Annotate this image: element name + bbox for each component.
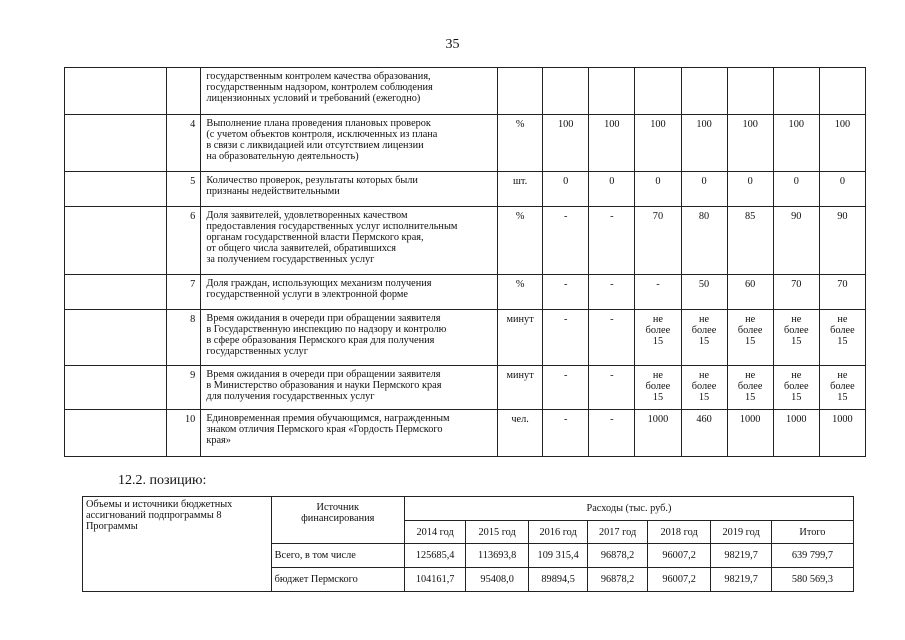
row-number: 10 (167, 410, 201, 457)
blank-cell (65, 115, 167, 172)
value-cell (773, 172, 819, 207)
indicator-description (201, 115, 498, 172)
value-line: - (610, 414, 614, 425)
budget-value: 109 315,4 (528, 544, 587, 568)
value-line: не (745, 370, 756, 381)
value-line: 60 (745, 279, 756, 290)
description-line: на образовательную деятельность) (206, 151, 359, 162)
year-header: Итого (771, 521, 853, 544)
value-cell (681, 207, 727, 275)
value-line: 70 (652, 211, 664, 222)
value-line: 0 (563, 176, 569, 187)
value-cell (681, 310, 727, 366)
value-line: 0 (655, 176, 661, 187)
value-line: более (691, 381, 717, 392)
budget-value: 639 799,7 (771, 544, 853, 568)
value-line: 15 (698, 392, 710, 403)
expenses-header: Расходы (тыс. руб.) (404, 497, 853, 521)
year-header: 2017 год (588, 521, 647, 544)
value-line: 15 (698, 336, 710, 347)
section-label: 12.2. позицию: (118, 473, 207, 488)
year-header: 2019 год (711, 521, 771, 544)
value-line: 15 (791, 392, 802, 403)
value-line: не (837, 314, 848, 325)
blank-cell (65, 310, 167, 366)
value-line: 85 (745, 211, 756, 222)
value-cell (819, 410, 865, 457)
value-cell (681, 115, 727, 172)
value-cell (681, 275, 727, 310)
value-line: более (830, 381, 855, 392)
indicator-description (201, 366, 498, 410)
budget-value: 96878,2 (588, 568, 647, 592)
value-line: 0 (839, 176, 845, 187)
value-line: 70 (791, 279, 802, 290)
year-header: 2016 год (528, 521, 587, 544)
value-line: 90 (791, 211, 802, 222)
budget-label-line: Программы (86, 521, 138, 532)
value-line: 1000 (647, 414, 669, 425)
value-cell (635, 172, 681, 207)
unit-cell: % (498, 207, 543, 275)
budget-value: 96007,2 (647, 568, 711, 592)
value-cell (773, 207, 819, 275)
value-line: - (564, 211, 568, 222)
budget-value: 96878,2 (588, 544, 647, 568)
value-cell (773, 366, 819, 410)
value-line: 50 (698, 279, 710, 290)
source-header (271, 497, 404, 544)
value-cell (819, 115, 865, 172)
budget-value: 104161,7 (404, 568, 466, 592)
value-cell (681, 68, 727, 115)
description-line: в сфере образования Пермского края для получения (206, 335, 435, 346)
value-line: 100 (696, 119, 712, 130)
value-cell (773, 410, 819, 457)
value-line: более (737, 381, 763, 392)
description-line: признаны недействительными (206, 186, 340, 197)
value-line: 0 (609, 176, 615, 187)
value-cell (635, 310, 681, 366)
budget-value: 96007,2 (647, 544, 711, 568)
value-cell (635, 275, 681, 310)
unit-cell (498, 68, 543, 115)
value-line: 100 (788, 119, 804, 130)
value-cell (727, 366, 773, 410)
value-cell (635, 68, 681, 115)
value-cell (589, 207, 635, 275)
value-line: 100 (834, 119, 851, 130)
value-line: - (564, 314, 568, 325)
blank-cell (65, 275, 167, 310)
value-cell (819, 68, 865, 115)
value-cell (543, 275, 589, 310)
value-cell (819, 207, 865, 275)
budget-label (83, 497, 272, 592)
value-cell (819, 172, 865, 207)
indicator-description (201, 207, 498, 275)
value-line: 0 (701, 176, 707, 187)
budget-row-label: Всего, в том числе (271, 544, 404, 568)
value-line: 15 (652, 392, 664, 403)
value-line: не (699, 314, 710, 325)
value-line: более (784, 381, 809, 392)
description-line: государственным надзором, контролем соблюдения (206, 82, 433, 93)
indicator-description (201, 275, 498, 310)
value-line: - (610, 211, 614, 222)
value-cell (589, 275, 635, 310)
value-line: - (564, 279, 568, 290)
budget-value: 113693,8 (466, 544, 529, 568)
table-row (65, 310, 866, 366)
value-line: 15 (837, 392, 848, 403)
value-line: 15 (652, 336, 664, 347)
unit-cell: минут (498, 366, 543, 410)
value-line: - (656, 279, 660, 290)
value-cell (681, 410, 727, 457)
row-number: 7 (167, 275, 201, 310)
value-line: 1000 (739, 414, 761, 425)
value-line: более (645, 325, 671, 336)
value-line: 100 (650, 119, 666, 130)
blank-cell (65, 207, 167, 275)
unit-cell: минут (498, 310, 543, 366)
description-line: края» (206, 435, 231, 446)
value-cell (727, 172, 773, 207)
description-line: знаком отличия Пермского края «Гордость Пермского (206, 424, 443, 435)
indicators-table (64, 67, 866, 457)
value-cell (589, 115, 635, 172)
year-header: 2014 год (404, 521, 466, 544)
blank-cell (65, 410, 167, 457)
value-cell (589, 172, 635, 207)
table-row (65, 115, 866, 172)
description-line: Доля граждан, использующих механизм получения (206, 278, 432, 289)
value-cell (543, 410, 589, 457)
value-cell (589, 366, 635, 410)
value-line: 90 (837, 211, 848, 222)
value-line: 15 (791, 336, 802, 347)
source-header-line: финансирования (301, 513, 375, 524)
value-cell (681, 172, 727, 207)
value-cell (635, 366, 681, 410)
budget-row-label: бюджет Пермского (271, 568, 404, 592)
budget-value: 95408,0 (466, 568, 529, 592)
value-line: 0 (793, 176, 799, 187)
row-number (167, 68, 201, 115)
value-line: 15 (745, 392, 756, 403)
value-line: - (564, 414, 568, 425)
value-line: 1000 (785, 414, 807, 425)
value-line: 15 (745, 336, 756, 347)
value-cell (773, 275, 819, 310)
table-row (65, 207, 866, 275)
unit-cell: % (498, 275, 543, 310)
value-cell (727, 410, 773, 457)
value-cell (543, 207, 589, 275)
value-line: не (837, 370, 848, 381)
budget-value: 89894,5 (528, 568, 587, 592)
description-line: органам государственной власти Пермского края, (206, 232, 424, 243)
budget-label-line: ассигнований подпрограммы 8 (86, 510, 222, 521)
table-row (65, 366, 866, 410)
indicator-description (201, 68, 498, 115)
value-line: 80 (698, 211, 710, 222)
value-cell (773, 115, 819, 172)
budget-value: 98219,7 (711, 544, 771, 568)
value-cell (543, 115, 589, 172)
description-line: в Министерство образования и науки Пермского края (206, 380, 442, 391)
description-line: Доля заявителей, удовлетворенных качеством (206, 210, 408, 221)
budget-table (82, 496, 854, 592)
value-cell (727, 207, 773, 275)
row-number: 4 (167, 115, 201, 172)
unit-cell: шт. (498, 172, 543, 207)
value-line: 0 (747, 176, 753, 187)
description-line: Выполнение плана проведения плановых проверок (206, 118, 431, 129)
budget-value: 125685,4 (404, 544, 466, 568)
budget-label-line: Объемы и источники бюджетных (86, 499, 233, 510)
value-line: не (791, 370, 802, 381)
table-row (65, 275, 866, 310)
table-row (65, 68, 866, 115)
description-line: (с учетом объектов контроля, исключенных из плана (206, 129, 438, 140)
value-line: - (610, 370, 614, 381)
page-number: 35 (445, 37, 460, 52)
value-cell (635, 410, 681, 457)
value-cell (727, 275, 773, 310)
table-row (65, 410, 866, 457)
description-line: от общего числа заявителей, обратившихся (206, 243, 397, 254)
value-line: более (784, 325, 809, 336)
value-line: 100 (604, 119, 620, 130)
table-row (65, 172, 866, 207)
description-line: государственных услуг (206, 346, 308, 357)
value-cell (819, 366, 865, 410)
source-header-line: Источник (316, 502, 359, 513)
value-cell (543, 172, 589, 207)
value-cell (727, 310, 773, 366)
value-line: не (652, 314, 663, 325)
value-line: более (691, 325, 717, 336)
description-line: предоставления государственных услуг исполнительным (206, 221, 458, 232)
value-cell (543, 68, 589, 115)
description-line: за получением государственных услуг (206, 254, 375, 265)
value-line: не (699, 370, 710, 381)
description-line: в связи с ликвидацией или отсутствием лицензии (206, 140, 424, 151)
value-line: не (791, 314, 802, 325)
description-line: лицензионных условий и требований (ежегодно) (206, 93, 421, 104)
value-line: более (830, 325, 855, 336)
description-line: Время ожидания в очереди при обращении заявителя (206, 369, 441, 380)
description-line: государственной услуги в электронной форме (206, 289, 408, 300)
value-line: не (652, 370, 663, 381)
blank-cell (65, 366, 167, 410)
budget-value: 98219,7 (711, 568, 771, 592)
year-header: 2015 год (466, 521, 529, 544)
unit-cell: % (498, 115, 543, 172)
indicator-description (201, 310, 498, 366)
year-header: 2018 год (647, 521, 711, 544)
blank-cell (65, 68, 167, 115)
value-line: - (610, 314, 614, 325)
unit-cell: чел. (498, 410, 543, 457)
row-number: 8 (167, 310, 201, 366)
value-cell (635, 207, 681, 275)
value-line: 460 (696, 414, 712, 425)
value-cell (727, 68, 773, 115)
value-line: - (564, 370, 568, 381)
value-cell (543, 310, 589, 366)
value-line: 1000 (832, 414, 853, 425)
row-number: 6 (167, 207, 201, 275)
row-number: 5 (167, 172, 201, 207)
value-cell (681, 366, 727, 410)
row-number: 9 (167, 366, 201, 410)
value-line: 100 (742, 119, 758, 130)
value-line: 70 (837, 279, 848, 290)
value-line: - (610, 279, 614, 290)
value-cell (773, 68, 819, 115)
value-cell (543, 366, 589, 410)
value-line: более (737, 325, 763, 336)
description-line: государственным контролем качества образования, (206, 71, 431, 82)
value-cell (635, 115, 681, 172)
value-cell (773, 310, 819, 366)
value-cell (589, 68, 635, 115)
description-line: в Государственную инспекцию по надзору и контролю (206, 324, 447, 335)
value-line: более (645, 381, 671, 392)
value-line: 15 (837, 336, 848, 347)
description-line: Количество проверок, результаты которых были (206, 175, 418, 186)
blank-cell (65, 172, 167, 207)
indicator-description (201, 172, 498, 207)
budget-value: 580 569,3 (771, 568, 853, 592)
value-cell (589, 410, 635, 457)
value-cell (819, 275, 865, 310)
description-line: Время ожидания в очереди при обращении заявителя (206, 313, 441, 324)
value-cell (589, 310, 635, 366)
value-line: 100 (558, 119, 574, 130)
description-line: Единовременная премия обучающимся, награжденным (206, 413, 450, 424)
indicator-description (201, 410, 498, 457)
value-cell (819, 310, 865, 366)
value-line: не (745, 314, 756, 325)
description-line: для получения государственных услуг (206, 391, 375, 402)
value-cell (727, 115, 773, 172)
